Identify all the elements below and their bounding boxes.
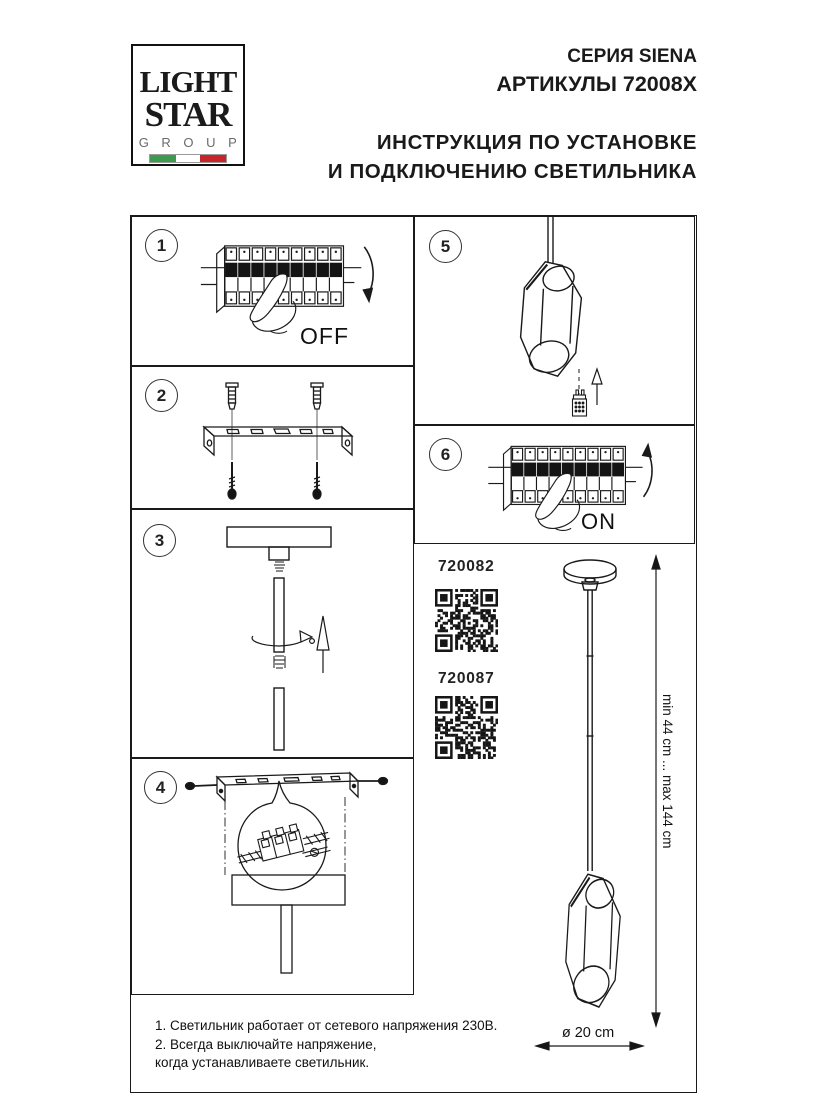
bracket-dowels-illustration (132, 367, 415, 510)
screw-icon (313, 462, 321, 499)
step-4-number: 4 (155, 777, 166, 797)
wiring-illustration (132, 759, 415, 995)
step-2-panel (131, 366, 414, 509)
note-line: 2. Всегда выключайте напряжение, (155, 1036, 377, 1052)
series-title: СЕРИЯ SIENA (567, 46, 697, 67)
wall-plug-icon (311, 383, 323, 409)
curved-arrow-up-icon (644, 451, 653, 497)
safety-notes (155, 1017, 497, 1073)
circuit-breaker-on-illustration (479, 434, 669, 534)
instruction-grid (130, 215, 697, 1093)
article-number: 720087 (438, 670, 495, 687)
instruction-line-2: И ПОДКЛЮЧЕНИЮ СВЕТИЛЬНИКА (327, 160, 697, 183)
dimension-drawing (414, 544, 695, 1091)
logo-text-star: STAR (144, 95, 232, 134)
rod-upper (274, 578, 284, 652)
flag-green-stripe (150, 155, 176, 162)
lightstar-logo (131, 44, 245, 166)
note-line: 1. Светильник работает от сетевого напряжения 230В. (155, 1018, 498, 1033)
step-1-number: 1 (156, 235, 167, 255)
rod-assembly-illustration (132, 510, 415, 759)
rod-lower (274, 688, 284, 750)
flag-red-stripe (200, 155, 226, 162)
step-2-number: 2 (156, 385, 167, 405)
step-3-panel (131, 509, 414, 758)
diameter-dimension-line (536, 1042, 643, 1050)
articles-title: АРТИКУЛЫ 72008X (496, 72, 697, 96)
screw-icon (228, 462, 236, 499)
pendant-shade (566, 874, 620, 1008)
up-arrow-icon (592, 369, 602, 405)
mounting-bracket (217, 773, 358, 801)
flag-white-stripe (176, 155, 200, 162)
step-5-number: 5 (440, 236, 451, 256)
up-arrow-icon (317, 616, 329, 673)
logo-text-group: G R O U P (138, 135, 242, 150)
rotate-arrow-icon (252, 631, 314, 646)
height-range-label: min 44 cm ... max 144 cm (660, 694, 675, 849)
screw-icon (186, 783, 218, 790)
pendant-shade (521, 262, 582, 377)
circuit-breaker-off-illustration (192, 233, 388, 337)
ceiling-canopy (227, 527, 331, 547)
height-dimension-line (652, 556, 660, 1026)
step-5-panel (414, 216, 695, 425)
step-6-badge (429, 438, 462, 471)
screw-icon (358, 778, 388, 785)
wall-plug-icon (226, 383, 238, 409)
instruction-title (328, 128, 697, 186)
lamp-bulb-illustration (415, 217, 696, 426)
step-6-number: 6 (440, 444, 451, 464)
curved-arrow-down-icon (364, 247, 373, 295)
step-4-panel (131, 758, 414, 995)
product-dimensions-panel (414, 544, 695, 1091)
ceiling-canopy-disc (564, 560, 616, 590)
threaded-stud (274, 656, 285, 668)
telescopic-stem (587, 590, 594, 871)
article-number: 720082 (438, 558, 495, 575)
on-label: ON (581, 509, 616, 534)
logo-text-light: LIGHT (139, 64, 237, 99)
note-line: когда устанавливаете светильник. (155, 1055, 370, 1070)
header-titles (328, 46, 697, 186)
step-1-badge (145, 229, 178, 262)
step-3-number: 3 (154, 530, 165, 550)
rod (281, 905, 292, 973)
pointing-hand-icon (536, 473, 572, 519)
step-6-panel (414, 425, 695, 544)
diameter-label: ø 20 cm (561, 1025, 615, 1041)
terminal-block (233, 817, 333, 875)
threaded-stud (274, 562, 285, 571)
off-label: OFF (300, 323, 349, 349)
italian-flag-icon (149, 154, 227, 163)
pointing-hand-icon (250, 274, 287, 322)
instruction-line-1: ИНСТРУКЦИЯ ПО УСТАНОВКЕ (376, 131, 697, 154)
step-1-panel (131, 216, 414, 366)
mounting-bracket (204, 427, 352, 455)
